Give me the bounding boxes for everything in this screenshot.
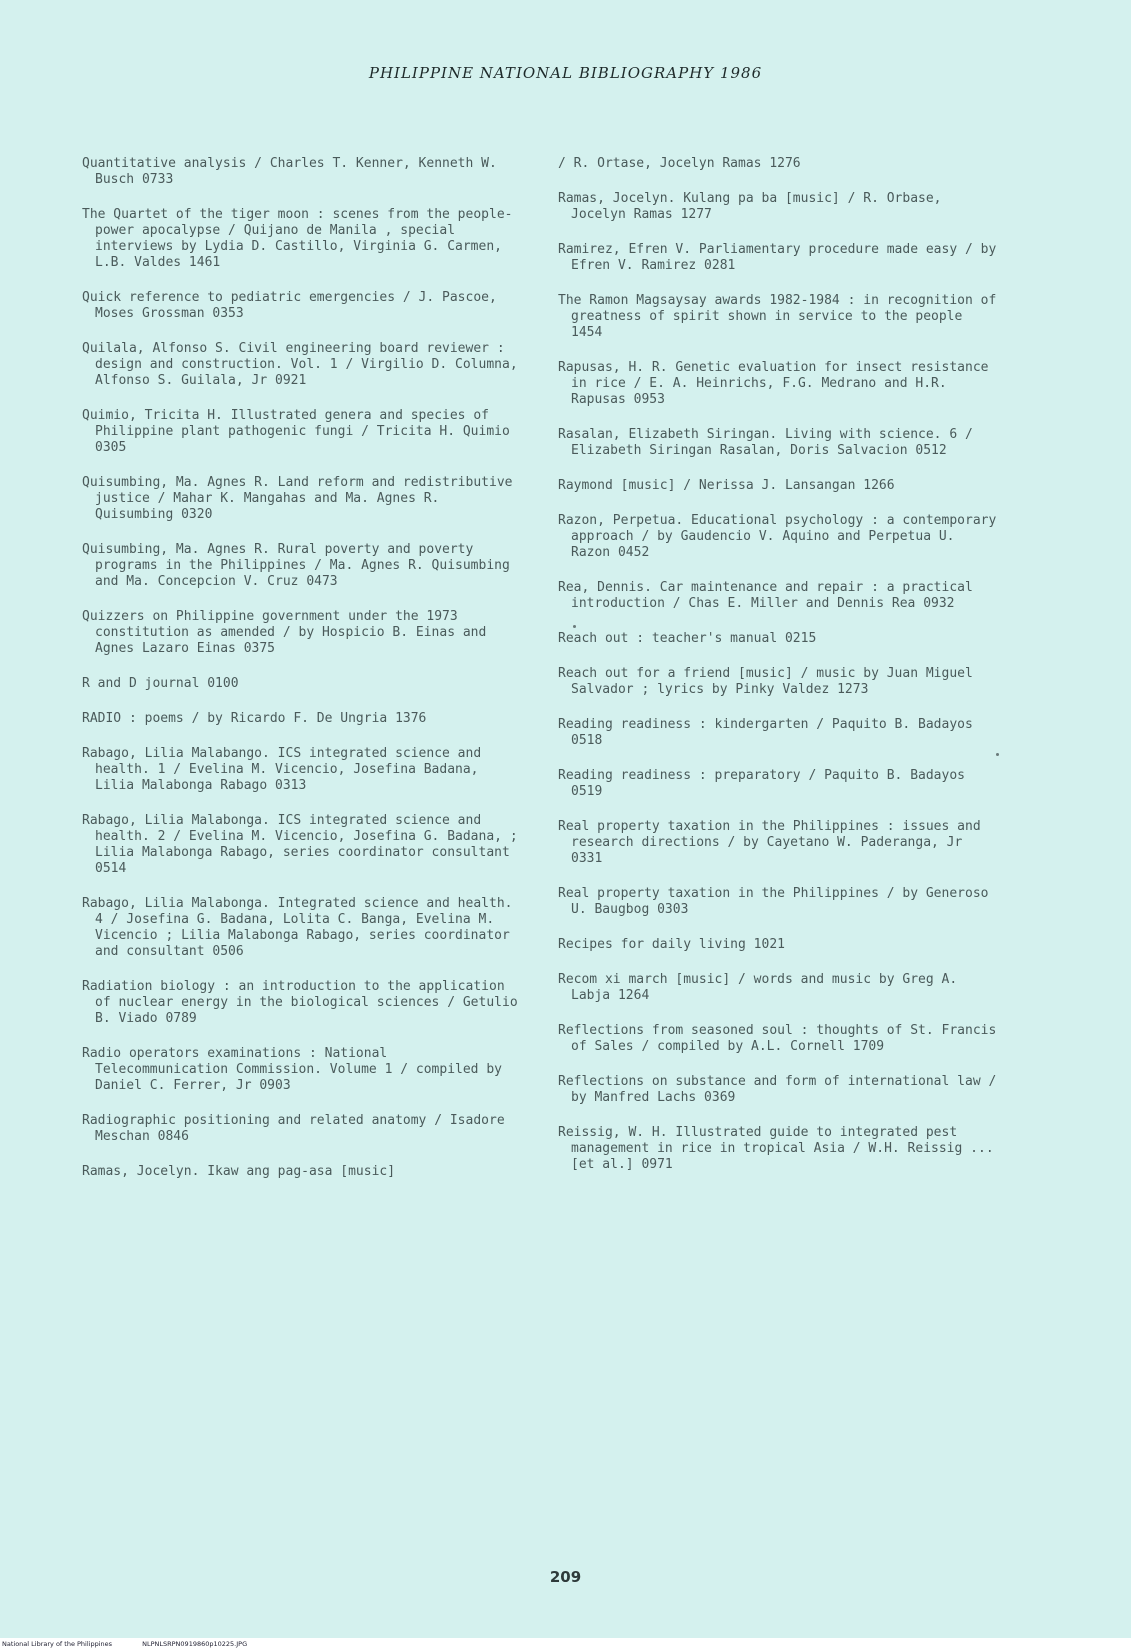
bib-entry: Rasalan, Elizabeth Siringan. Living with science. 6 / Elizabeth Siringan Rasalan, Doris Salvacion 0512 [558, 427, 973, 458]
right-column [558, 156, 998, 1192]
bib-entry: Reach out : teacher's manual 0215 [558, 631, 817, 646]
bib-entry: Quantitative analysis / Charles T. Kenner, Kenneth W. Busch 0733 [82, 156, 497, 187]
bib-entry: Quilala, Alfonso S. Civil engineering board reviewer : design and construction. Vol. 1 / Virgilio D. Columna, Alfonso S. Guilala, Jr 0921 [82, 341, 518, 388]
bib-entry: Ramas, Jocelyn. Kulang pa ba [music] / R. Orbase, Jocelyn Ramas 1277 [558, 191, 942, 222]
bib-entry: Rabago, Lilia Malabango. ICS integrated science and health. 1 / Evelina M. Vicencio, Josefina Badana, Lilia Malabonga Rabago 0313 [82, 746, 482, 793]
bib-entry: Radio operators examinations : National Telecommunication Commission. Volume 1 / compiled by Daniel C. Ferrer, Jr 0903 [82, 1046, 502, 1093]
footer-filename: NLPNLSRPN0919860p10225.JPG [142, 1640, 248, 1648]
bib-entry: Quizzers on Philippine government under the 1973 constitution as amended / by Hospicio B. Einas and Agnes Lazaro Einas 0375 [82, 609, 487, 656]
bib-entry: R and D journal 0100 [82, 676, 239, 691]
bib-entry: Reading readiness : preparatory / Paquito B. Badayos 0519 [558, 768, 965, 799]
bib-entry: Radiation biology : an introduction to the application of nuclear energy in the biological sciences / Getulio B. Viado 0789 [82, 979, 518, 1026]
bib-entry: Rabago, Lilia Malabonga. ICS integrated science and health. 2 / Evelina M. Vicencio, Josefina G. Badana, ; Lilia Malabonga Rabago, series coordinator consultant 0514 [82, 813, 518, 876]
page-header: PHILIPPINE NATIONAL BIBLIOGRAPHY 1986 [368, 64, 763, 82]
bib-entry: The Quartet of the tiger moon : scenes from the people-power apocalypse / Quijano de Manila , special interviews by Lydia D. Castillo, Virginia G. Carmen, L.B. Valdes 1461 [82, 207, 513, 270]
scan-speck [573, 625, 576, 628]
bib-entry: Ramirez, Efren V. Parliamentary procedure made easy / by Efren V. Ramirez 0281 [558, 242, 997, 273]
bib-entry: RADIO : poems / by Ricardo F. De Ungria 1376 [82, 711, 427, 726]
bib-entry: Reflections from seasoned soul : thoughts of St. Francis of Sales / compiled by A.L. Cornell 1709 [558, 1023, 997, 1054]
bib-entry: Quisumbing, Ma. Agnes R. Land reform and redistributive justice / Mahar K. Mangahas and Ma. Agnes R. Quisumbing 0320 [82, 475, 513, 522]
bib-entry: Quimio, Tricita H. Illustrated genera and species of Philippine plant pathogenic fungi / Tricita H. Quimio 0305 [82, 408, 510, 455]
bib-entry: Ramas, Jocelyn. Ikaw ang pag-asa [music] [82, 1164, 396, 1179]
bib-entry: / R. Ortase, Jocelyn Ramas 1276 [558, 156, 801, 171]
bib-entry: Real property taxation in the Philippines : issues and research directions / by Cayetano W. Paderanga, Jr 0331 [558, 819, 981, 866]
bib-entry: Rea, Dennis. Car maintenance and repair : a practical introduction / Chas E. Miller and Dennis Rea 0932 [558, 580, 973, 611]
bib-entry: The Ramon Magsaysay awards 1982-1984 : in recognition of greatness of spirit shown in service to the people 1454 [558, 293, 997, 340]
footer-institution: National Library of the Philippines [2, 1640, 113, 1648]
scan-footer [0, 1638, 1131, 1650]
bib-entry: Quick reference to pediatric emergencies / J. Pascoe, Moses Grossman 0353 [82, 290, 497, 321]
bib-entry: Recom xi march [music] / words and music by Greg A. Labja 1264 [558, 972, 958, 1003]
bib-entry: Razon, Perpetua. Educational psychology : a contemporary approach / by Gaudencio V. Aquino and Perpetua U. Razon 0452 [558, 513, 997, 560]
bib-entry: Reflections on substance and form of international law / by Manfred Lachs 0369 [558, 1074, 997, 1105]
left-column [82, 156, 522, 1199]
bib-entry: Radiographic positioning and related anatomy / Isadore Meschan 0846 [82, 1113, 505, 1144]
bib-entry: Reach out for a friend [music] / music by Juan Miguel Salvador ; lyrics by Pinky Valdez 1273 [558, 666, 973, 697]
bib-entry: Raymond [music] / Nerissa J. Lansangan 1266 [558, 478, 895, 493]
page-number: 209 [549, 1568, 582, 1586]
bib-entry: Rapusas, H. R. Genetic evaluation for insect resistance in rice / E. A. Heinrichs, F.G. Medrano and H.R. Rapusas 0953 [558, 360, 989, 407]
scan-speck [996, 753, 999, 756]
bib-entry: Real property taxation in the Philippines / by Generoso U. Baugbog 0303 [558, 886, 989, 917]
bib-entry: Reading readiness : kindergarten / Paquito B. Badayos 0518 [558, 717, 973, 748]
bib-entry: Quisumbing, Ma. Agnes R. Rural poverty and poverty programs in the Philippines / Ma. Agnes R. Quisumbing and Ma. Concepcion V. Cruz 0473 [82, 542, 510, 589]
bib-entry: Rabago, Lilia Malabonga. Integrated science and health. 4 / Josefina G. Badana, Lolita C. Banga, Evelina M. Vicencio ; Lilia Malabonga Rabago, series coordinator and consultant 0506 [82, 896, 513, 959]
bib-entry: Reissig, W. H. Illustrated guide to integrated pest management in rice in tropical Asia / W.H. Reissig ... [et al.] 0971 [558, 1125, 994, 1172]
bib-entry: Recipes for daily living 1021 [558, 937, 785, 952]
